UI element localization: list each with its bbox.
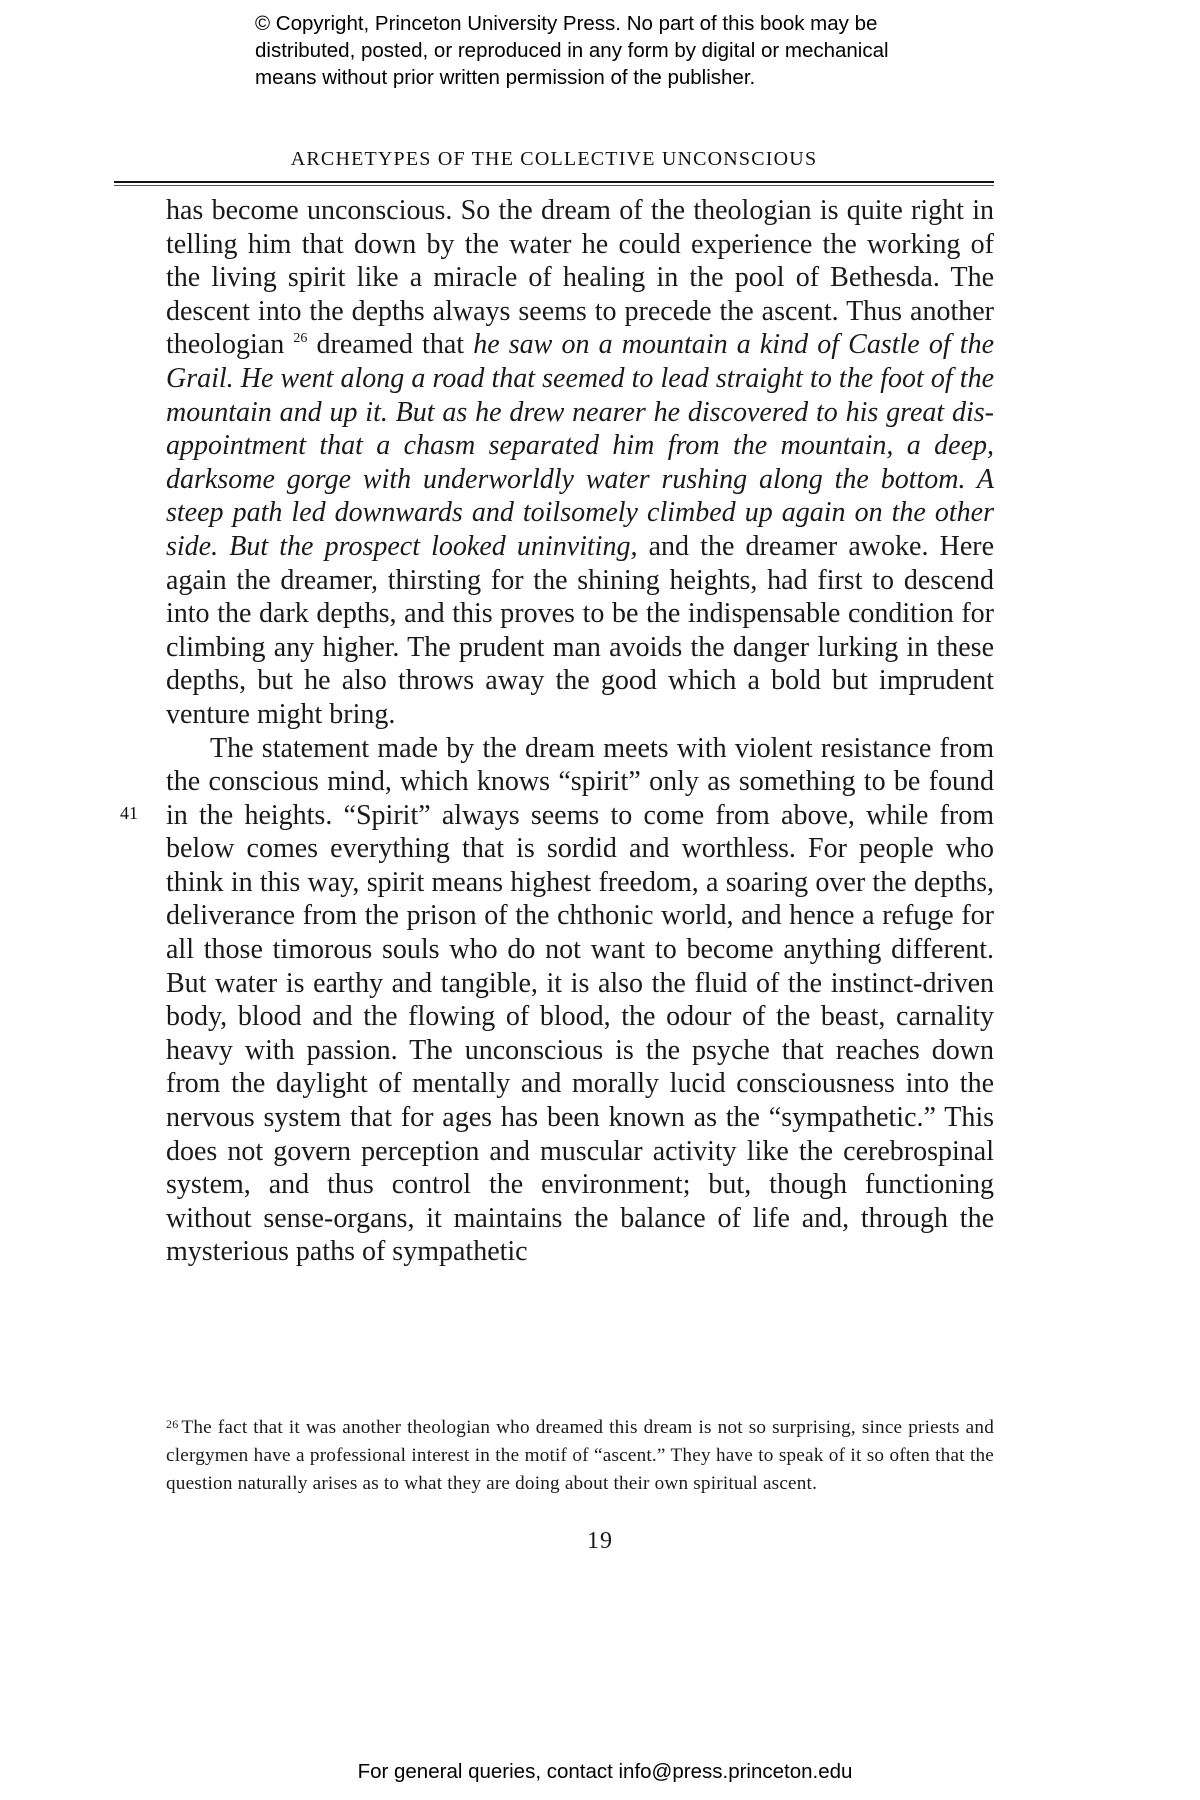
copyright-line: distributed, posted, or reproduced in any form by digital or mechanical <box>255 39 889 62</box>
paragraph-41: The statement made by the dream meets with violent resistance from the conscious mind, which knows “spirit” only as something to be found in the heights. “Spirit” always seems to come from above, while from below comes everything that is sordid and worthless. For people who think in this way, spirit means highest freedom, a soaring over the depths, deliverance from the prison of the chthonic world, and hence a refuge for all those timorous souls who do not want to become anything different. But water is earthy and tangible, it is also the fluid of the instinct-driven body, blood and the flowing of blood, the odour of the beast, carnality heavy with passion. The unconscious is the psyche that reaches down from the daylight of mentally and morally lucid consciousness into the nervous system that for ages has been known as the “sympathetic.” This does not govern perception and muscular activity like the cerebrospinal system, and thus control the environment; but, though functioning without sense-organs, it maintains the balance of life and, through the mysterious paths of sympathetic <box>166 732 994 1268</box>
copyright-notice <box>255 10 1015 91</box>
copyright-line: means without prior written permission of the publisher. <box>255 66 756 89</box>
paragraph-text: dreamed that <box>307 329 474 361</box>
footnote-text: The fact that it was another theologian who dreamed this dream is not so surprising, since priests and clergymen have a professional interest in the motif of “ascent.” They have to speak of it so often that the question naturally arises as to what they are doing about their own spiritual ascent. <box>166 1417 994 1494</box>
paragraph-40 <box>166 194 994 732</box>
page-number: 19 <box>587 1528 613 1554</box>
copyright-line: © Copyright, Princeton University Press. No part of this book may be <box>255 12 878 35</box>
body-text <box>166 194 994 1269</box>
paragraph-text: has become unconscious. So the dream of the theologian is quite right in telling him that down by the water he could experience the working of the living spirit like a miracle of healing in the pool of Bethesda. The descent into the depths always seems to precede the ascent. Thus another theologian <box>166 195 994 361</box>
footnote <box>166 1414 994 1498</box>
header-rule-thin <box>114 185 994 186</box>
paragraph-number: 41 <box>120 803 138 823</box>
contact-line: For general queries, contact info@press.princeton.edu <box>357 1760 853 1783</box>
header-rule <box>114 181 994 183</box>
paragraph-text: and the dreamer awoke. Here again the dreamer, thirsting for the shining heights, had first to descend into the dark depths, and this proves to be the indispensable condition for climbing any higher. The prudent man avoids the danger lurking in these depths, but he also throws away the good which a bold but imprudent venture might bring. <box>166 530 994 730</box>
running-head: ARCHETYPES OF THE COLLECTIVE UNCONSCIOUS <box>290 148 818 170</box>
footnote-reference: 26 <box>293 331 308 347</box>
dream-account-italic: he saw on a mountain a kind of Castle of the Grail. He went along a road that seemed to lead straight to the foot of the mountain and up it. But as he drew nearer he discovered to his great disappointment that a chasm separated him from the mountain, a deep, darksome gorge with underworldly water rushing along the bottom. A steep path led downwards and toilsomely climbed up again on the other side. But the prospect looked uninviting, <box>166 329 995 562</box>
footnote-marker: 26 <box>166 1417 179 1431</box>
